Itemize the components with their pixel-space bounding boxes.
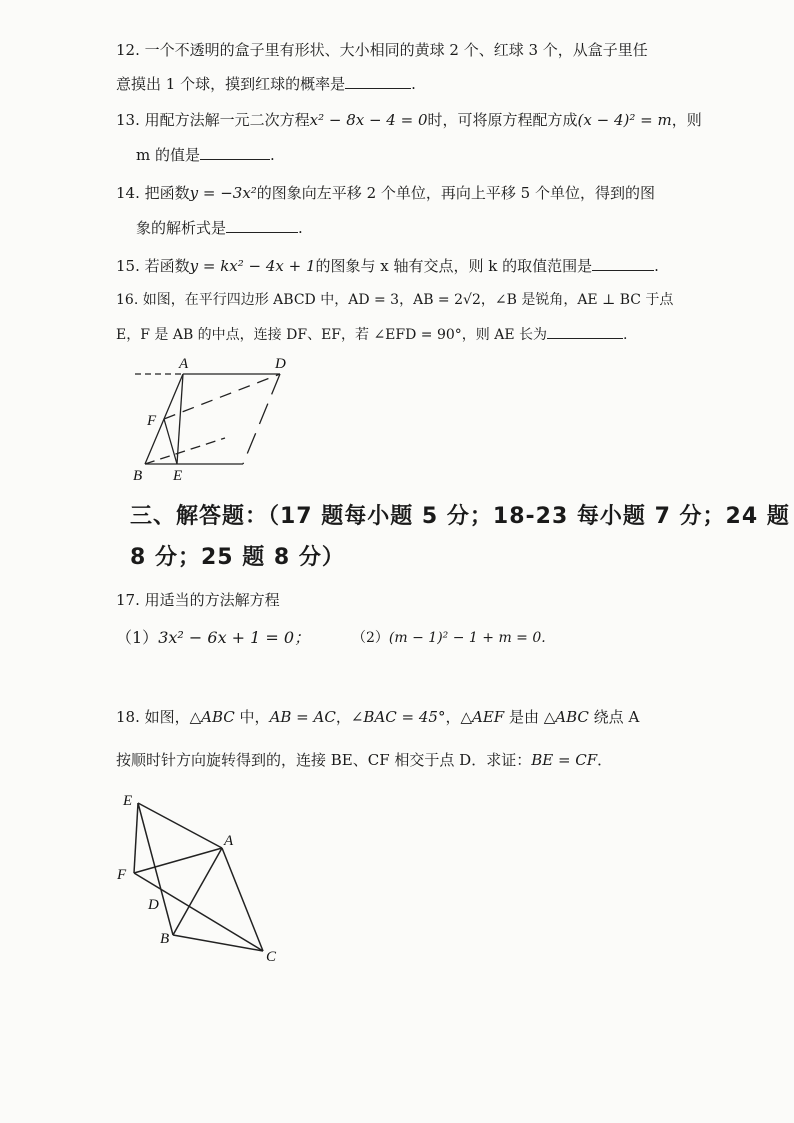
- q14-line2: [136, 218, 303, 238]
- q18-text-a: 18. 如图，: [116, 708, 190, 726]
- section-3-heading: 三、解答题：（17 题每小题 5 分；18-23 每小题 7 分；24 题: [130, 504, 790, 529]
- q12-line1: 12. 一个不透明的盒子里有形状、大小相同的黄球 2 个、红球 3 个，从盒子里任: [116, 41, 648, 59]
- q16-line1: 16. 如图，在平行四边形 ABCD 中，AD = 3，AB = 2√2，∠B 是锐角，AE ⊥ BC 于点: [116, 292, 674, 308]
- q13-answer-blank: [200, 145, 270, 160]
- q16-label-f: F: [147, 413, 157, 429]
- section-3-heading-cont: 8 分；25 题 8 分）: [130, 545, 345, 570]
- q14-line1: [116, 183, 655, 203]
- q13-text-a: 13. 用配方法解一元二次方程: [116, 111, 310, 129]
- q17-part2: [352, 628, 546, 648]
- q18-triangle-abc-2: △ABC: [543, 708, 589, 726]
- q12-text: 意摸出 1 个球，摸到红球的概率是: [116, 75, 346, 93]
- segment-dc: [243, 374, 280, 464]
- segment-fa: [134, 848, 222, 873]
- q17-part2-label: （2）: [352, 630, 389, 646]
- q17-title: 17. 用适当的方法解方程: [116, 591, 280, 609]
- q13-equation: x² − 8x − 4 = 0: [309, 111, 428, 129]
- q18-label-f: F: [117, 867, 127, 883]
- q18-text-f: 绕点 A: [588, 708, 640, 726]
- q18-label-e: E: [123, 793, 133, 809]
- q15-text-b: 的图象与 x 轴有交点，则 k 的取值范围是: [315, 257, 593, 275]
- q18-text-c: ，: [335, 708, 351, 726]
- q17-part2-equation: (m − 1)² − 1 + m = 0.: [388, 630, 546, 646]
- segment-be: [138, 803, 173, 935]
- q15-text-a: 15. 若函数: [116, 257, 190, 275]
- q18-line1: [116, 707, 639, 727]
- q18-label-a: A: [224, 833, 234, 849]
- q17-part1-label: （1）: [116, 628, 159, 647]
- q15-period: .: [654, 257, 659, 275]
- q14-function: y = −3x²: [189, 184, 257, 202]
- q18-text-b: 中，: [234, 708, 270, 726]
- q16-answer-blank: [547, 324, 623, 339]
- q16-label-a: A: [179, 356, 189, 372]
- q15-function: y = kx² − 4x + 1: [189, 257, 316, 275]
- q18-text-g: 按顺时针方向旋转得到的，连接 BE、CF 相交于点 D．求证：: [116, 751, 532, 769]
- q16-label-b: B: [133, 468, 143, 484]
- q18-be-eq-cf: BE = CF: [531, 751, 598, 769]
- q16-text: E，F 是 AB 的中点，连接 DF、EF，若 ∠EFD = 90°，则 AE 长为: [116, 327, 548, 343]
- q18-text-d: ，: [445, 708, 461, 726]
- segment-ea: [138, 803, 222, 848]
- q18-rotation-figure: [110, 785, 310, 970]
- q18-ab-eq-ac: AB = AC: [269, 708, 336, 726]
- q18-triangle-abc: △ABC: [189, 708, 235, 726]
- q13-line2: [136, 145, 275, 165]
- q12-period: .: [411, 75, 416, 93]
- q15-line: [116, 256, 659, 276]
- q16-line2: [116, 324, 627, 345]
- segment-ef: [134, 803, 138, 873]
- segment-ac: [222, 848, 263, 951]
- q15-answer-blank: [592, 256, 654, 271]
- q14-text-b: 的图象向左平移 2 个单位，再向上平移 5 个单位，得到的图: [256, 184, 655, 202]
- q12-line2: [116, 74, 416, 94]
- q13-text-c: ，则: [671, 111, 702, 129]
- q18-line2: [116, 750, 612, 770]
- q18-label-d: D: [148, 897, 159, 913]
- q13-completed-square: (x − 4)² = m: [577, 111, 672, 129]
- q13-line1: [116, 110, 702, 130]
- q18-angle-bac: ∠BAC = 45°: [350, 708, 446, 726]
- q18-triangle-aef: △AEF: [460, 708, 505, 726]
- q14-text-a: 14. 把函数: [116, 184, 190, 202]
- q18-label-b: B: [160, 931, 170, 947]
- q13-period: .: [270, 146, 275, 164]
- q17-part1-equation: 3x² − 6x + 1 = 0；: [158, 628, 311, 647]
- q18-period: ．: [597, 751, 613, 769]
- q13-text-b: 时，可将原方程配方成: [427, 111, 578, 129]
- q14-answer-blank: [226, 218, 298, 233]
- q18-text-e: 是由: [504, 708, 544, 726]
- q13-text-d: m 的值是: [136, 146, 200, 164]
- q16-parallelogram-figure: [125, 352, 295, 487]
- segment-aux: [145, 438, 225, 464]
- q17-part1: [116, 628, 310, 648]
- q16-label-d: D: [275, 356, 286, 372]
- q14-period: .: [298, 219, 303, 237]
- q16-period: .: [623, 327, 628, 343]
- q14-text-c: 象的解析式是: [136, 219, 227, 237]
- q12-answer-blank: [345, 74, 411, 89]
- q18-label-c: C: [266, 949, 277, 965]
- q16-label-e: E: [173, 468, 183, 484]
